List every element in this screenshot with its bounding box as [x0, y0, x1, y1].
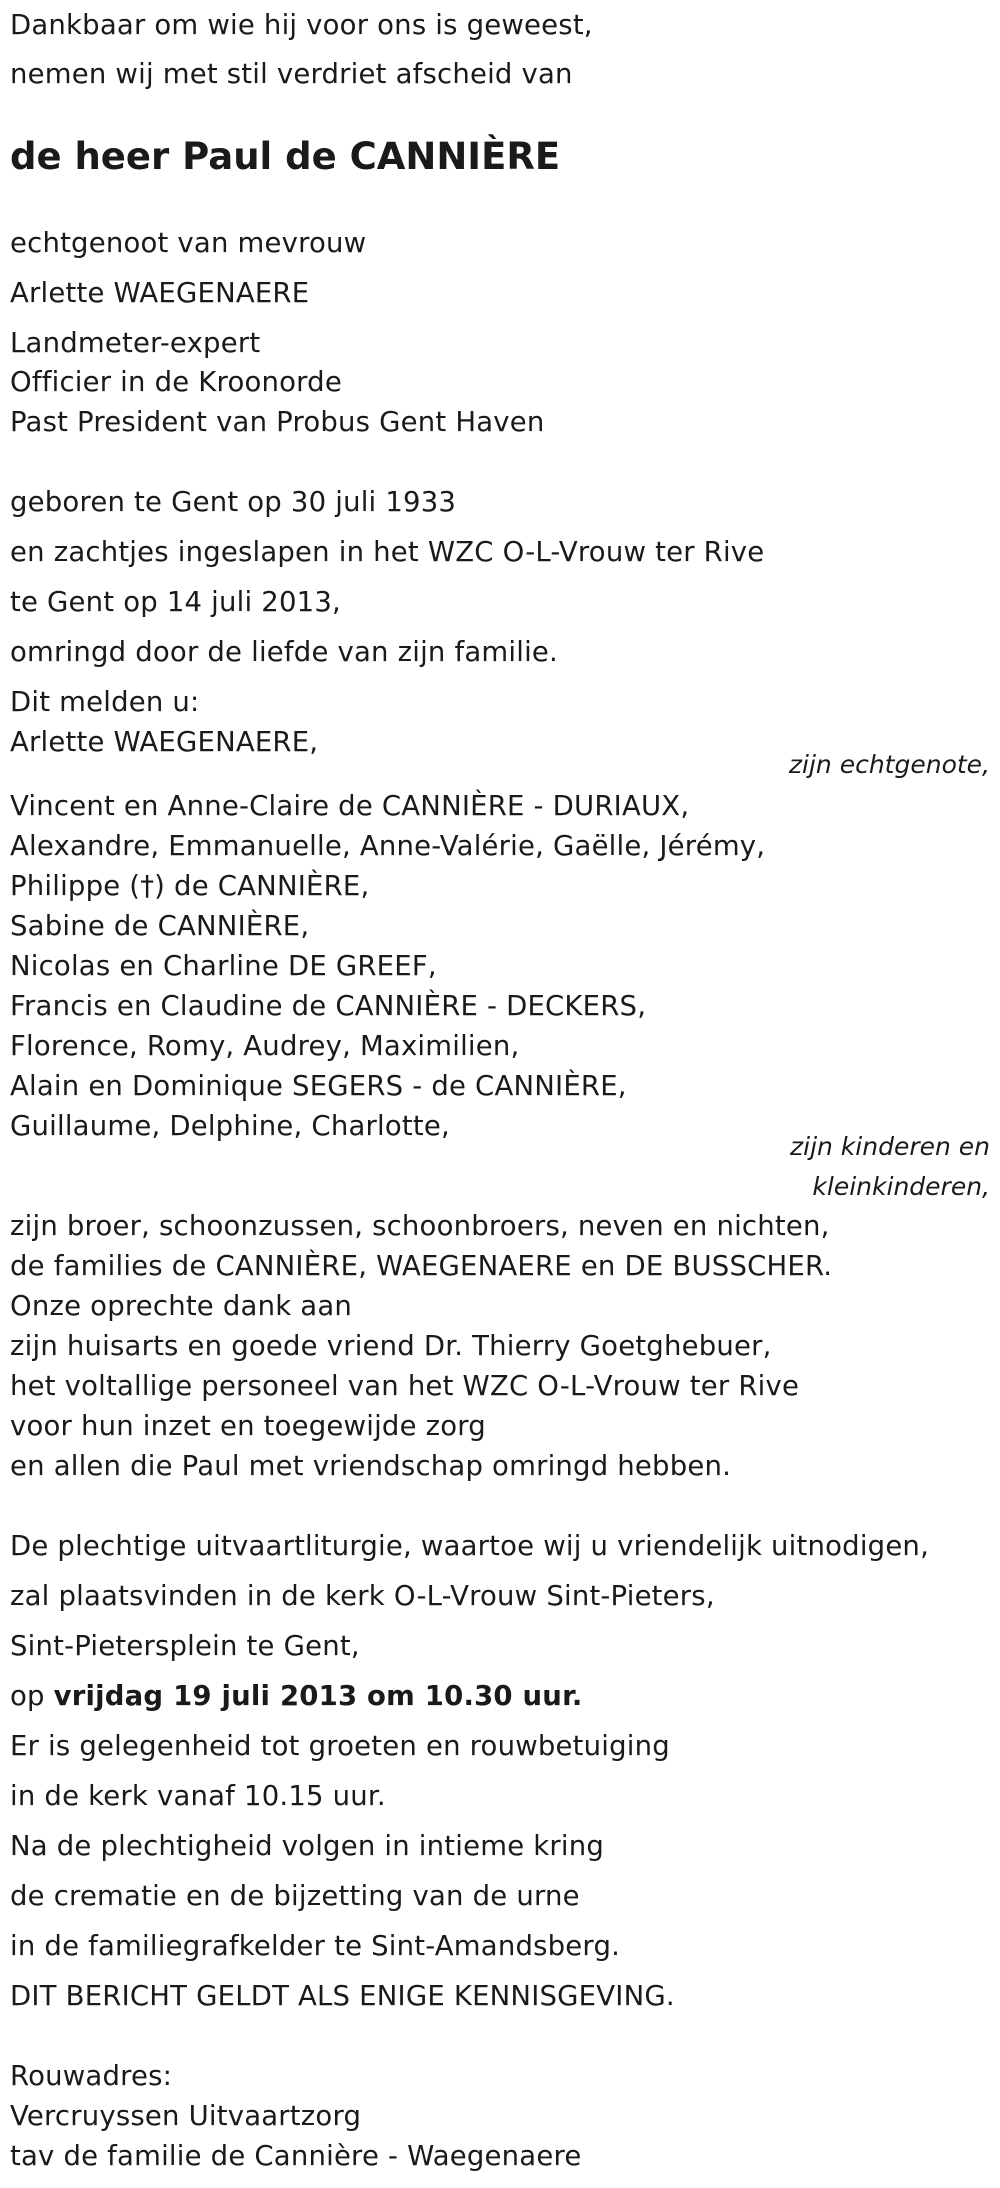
- title-line-1: Landmeter-expert: [10, 327, 261, 359]
- intro-line-2: nemen wij met stil verdriet afscheid van: [10, 58, 573, 90]
- spouse-name: Arlette WAEGENAERE: [10, 277, 310, 309]
- child-line-3: Philippe (†) de CANNIÈRE,: [10, 870, 370, 902]
- life-line-2: en zachtjes ingeslapen in het WZC O-L-Vrouw ter Rive: [10, 536, 765, 568]
- date-prefix: op: [10, 1680, 54, 1712]
- closing-line-4: de crematie en de bijzetting van de urne: [10, 1880, 580, 1912]
- child-line-2: Alexandre, Emmanuelle, Anne-Valérie, Gaëlle, Jérémy,: [10, 830, 766, 862]
- child-line-7: Florence, Romy, Audrey, Maximilien,: [10, 1030, 520, 1062]
- ceremony-line-3: Sint-Pietersplein te Gent,: [10, 1630, 360, 1662]
- ceremony-line-2: zal plaatsvinden in de kerk O-L-Vrouw Sint-Pieters,: [10, 1580, 715, 1612]
- ceremony-line-1: De plechtige uitvaartliturgie, waartoe wij u vriendelijk uitnodigen,: [10, 1530, 930, 1562]
- closing-line-6: DIT BERICHT GELDT ALS ENIGE KENNISGEVING.: [10, 1980, 675, 2012]
- deceased-name: de heer Paul de CANNIÈRE: [10, 135, 561, 178]
- child-line-6: Francis en Claudine de CANNIÈRE - DECKERS,: [10, 990, 647, 1022]
- children-role-1: zijn kinderen en: [790, 1132, 990, 1161]
- child-line-8: Alain en Dominique SEGERS - de CANNIÈRE,: [10, 1070, 627, 1102]
- announce-intro: Dit melden u:: [10, 686, 200, 718]
- child-line-5: Nicolas en Charline DE GREEF,: [10, 950, 437, 982]
- child-line-9: Guillaume, Delphine, Charlotte,: [10, 1110, 450, 1142]
- children-role-2: kleinkinderen,: [812, 1172, 990, 1201]
- life-line-3: te Gent op 14 juli 2013,: [10, 586, 341, 618]
- family-line-6: voor hun inzet en toegewijde zorg: [10, 1410, 486, 1442]
- spouse-role: zijn echtgenote,: [788, 750, 990, 779]
- title-line-2: Officier in de Kroonorde: [10, 366, 342, 398]
- life-line-1: geboren te Gent op 30 juli 1933: [10, 486, 457, 518]
- family-line-4: zijn huisarts en goede vriend Dr. Thierry Goetghebuer,: [10, 1330, 772, 1362]
- address-line-3: tav de familie de Cannière - Waegenaere: [10, 2140, 582, 2172]
- closing-line-5: in de familiegrafkelder te Sint-Amandsberg.: [10, 1930, 621, 1962]
- spouse-line: Arlette WAEGENAERE,: [10, 726, 319, 758]
- family-line-2: de families de CANNIÈRE, WAEGENAERE en DE BUSSCHER.: [10, 1250, 833, 1282]
- family-line-3: Onze oprechte dank aan: [10, 1290, 353, 1322]
- child-line-4: Sabine de CANNIÈRE,: [10, 910, 310, 942]
- closing-line-1: Er is gelegenheid tot groeten en rouwbetuiging: [10, 1730, 670, 1762]
- family-line-5: het voltallige personeel van het WZC O-L-Vrouw ter Rive: [10, 1370, 800, 1402]
- address-line-2: Vercruyssen Uitvaartzorg: [10, 2100, 362, 2132]
- closing-line-3: Na de plechtigheid volgen in intieme kring: [10, 1830, 605, 1862]
- spouse-intro: echtgenoot van mevrouw: [10, 227, 367, 259]
- family-line-7: en allen die Paul met vriendschap omringd hebben.: [10, 1450, 732, 1482]
- family-line-1: zijn broer, schoonzussen, schoonbroers, neven en nichten,: [10, 1210, 830, 1242]
- child-line-1: Vincent en Anne-Claire de CANNIÈRE - DURIAUX,: [10, 790, 690, 822]
- title-line-3: Past President van Probus Gent Haven: [10, 406, 545, 438]
- date-bold: vrijdag 19 juli 2013 om 10.30 uur.: [53, 1680, 583, 1712]
- ceremony-date: [10, 1679, 583, 1713]
- closing-line-2: in de kerk vanaf 10.15 uur.: [10, 1780, 386, 1812]
- intro-line-1: Dankbaar om wie hij voor ons is geweest,: [10, 9, 593, 41]
- address-line-1: Rouwadres:: [10, 2060, 173, 2092]
- life-line-4: omringd door de liefde van zijn familie.: [10, 636, 558, 668]
